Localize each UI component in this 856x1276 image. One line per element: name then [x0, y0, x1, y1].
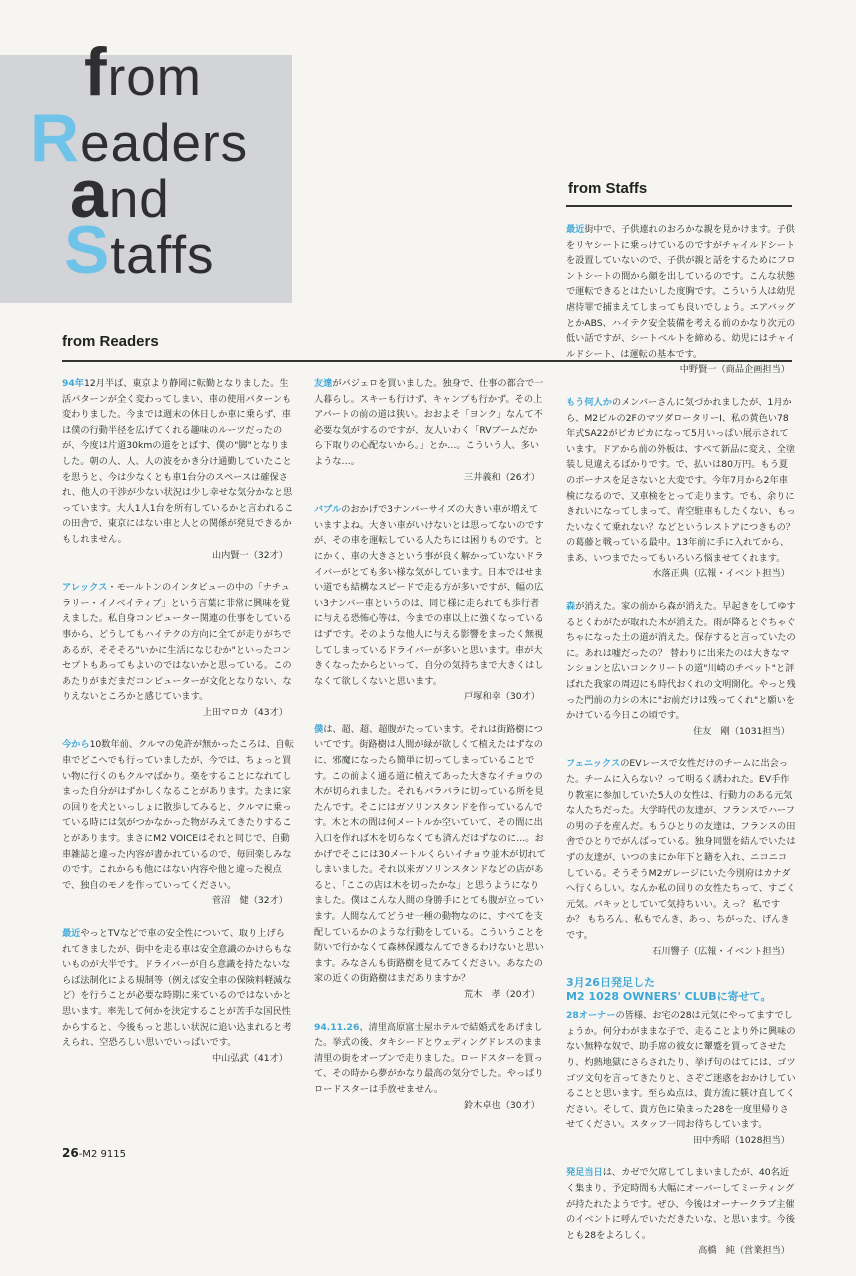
letter-item: 僕は、超、超、超腹がたっています。それは街路樹についてです。街路樹は人間が緑が欲しくて植えたはずなのに、邪魔になったら簡単に切ってしまっていることです。この前よく通る道に植えてあった大きなイチョウの木が切られました。それもバラバラに切っている所を見たんです。そこにはガソリンスタンドを作っているんです。木と木の間は何メートルか空いていて、その間に出入口を作れば木を切らなくても済んだはずなのに…。おかげでそこには30メートルくらいイチョウ並木が切れてしまいました。それ以来ガソリンスタンドなどの店があると、「ここの店は木を切ったかな」と思うようになりました。僕はこんな人間の身勝手にとても腹が立っています。人間なんてどうせ一種の動物なのに、すべてを支配しているかのような行動をしている。こういうことを防いで行かなくて森林保護なんてできるわけないと思います。みなさんも街路樹を見てみてください。あなたの家の近くの街路樹はまだありますか？ 荒木 孝（20才） [314, 723, 546, 1000]
letter-item: 友達がパジェロを買いました。独身で、仕事の都合で一人暮らし。スキーも行けず、キャンプも行かず。その上アパートの前の道は狭い。おおよそ「ヨンク」なんて不必要な気がするのですが、友人いわく「RVブームだから下取りの心配ないから。」とか…。こういう人、多いような…。 三井義和（26才） [314, 378, 544, 483]
owners-club-heading: 3月26日発足した M2 1028 OWNERS' CLUBに寄せて。 [566, 976, 772, 1004]
staff-item: 発足当日は、カゼで欠席してしまいましたが、40名近く集まり、予定時間も大幅にオーバーしてミーティングが持たれたようです。ぜひ、今後はオーナークラブ主催のイベントに呼んでいただきたいな、と思います。今後とも28をよろしく。 高橋 純（営業担当） [566, 1167, 795, 1257]
header-line-readers: Readers [30, 100, 249, 176]
readers-column-2 [314, 376, 546, 1130]
staff-item: もう何人かのメンバーさんに気づかれましたが、1月から、M2ビルの2FのマツダロータリーI、私の黄色い78年式SA22がピカピカになって5月いっぱい展示されています。ドアから前の外板は、すべて新品に変え、全塗装し見違えるばかりです。で、払いは80万円。もう夏のボーナスを足さないと大変です。今年7月から2年車検になるので、又車検をとって走ります。でも、余りにきれいになってしまって、青空駐車もしたくない、もったいなくて乗れない？などというレストアにつきもの？の葛藤と戦っている最中。13年前に手に入れてから、まあ、いつまでたってもいろいろ悩ませてくれます。 水落正典（広報・イベント担当） [566, 396, 796, 580]
staff-item: 28オーナーの皆様、お宅の28は元気にやってますでしょうか。何分わがままな子で、走ることより外に興味のない無粋な奴で、助手席の彼女に顰蹙を買ってさせたり、灼熱地獄にさらされたり、挙げ句のはてには、ゴツゴツ文句を言ってきたりと、さぞご迷惑をおかけしていることと思います。至らぬ点は、貴方流に躾け直してください。そして、貴方色に染まった28を一度里帰りさせてください。スタッフ一同お待ちしています。 田中秀昭（1028担当） [566, 1010, 796, 1146]
header-line-and: and [70, 156, 170, 232]
header-line-staffs: Staffs [64, 212, 215, 288]
letter-item: 今から10数年前、クルマの免許が無かったころは、自転車でどこへでも行っていましたが、今では、ちょっと買い物に行くのもクルマばかり。楽をすることになれてしまった自分がはずかしくなることがあります。たまに家の回りを犬といっしょに散歩してみると、クルマに乗っている時には気がつかなかった物がみえてきたりすることがあります。まさにM2 VOICEはそれと同じで、自動車雑誌と違った内容が書かれているので、毎回楽しみなのです。これからも他にはない内容や他と違った視点で、独自のモノを作っていってください。 菅沼 健（32才） [62, 739, 294, 907]
staff-item: 森が消えた。家の前から森が消えた。早起きをしてゆするとくわがたが取れた木が消えた。雨が降るとぐちゃぐちゃになった土の道が消えた。保存すると言っていたのに。あれは嘘だったの？ 替わりに出来たのは大きなマンションと広いコンクリートの道"川崎のチベット"と評ばれた我家の周辺にも時代おくれの文明開化。やっと残った門前の力シの木に"お前だけは残ってくれ"と願いをかけている今日この頃です。 住友 剛（1031担当） [566, 601, 796, 737]
header-line-from: from [84, 34, 202, 110]
staff-item: 最近街中で、子供連れのおろかな親を見かけます。子供をリヤシートに乗っけているのですがチャイルドシートを設置していないので、子供が親と話をするためにフロントシートの間から顔を出しているのです。こんな状態で運転できるとはたいした度胸です。こういう人は幼児虐待罪で捕まえてしまっても良いでしょう。エアバッグとかABS、ハイテク安全装備を考える前のかなり次元の低い話ですが、シートベルトを締める、幼児にはチャイルドシート、は運転の基本です。 中野賢一（商品企画担当） [566, 224, 796, 376]
staffs-column [566, 222, 796, 1276]
letter-item: 最近やっとTVなどで車の安全性について、取り上げられてきましたが、街中を走る車は安全意識のかけらもないものが大半です。ドライバーが自ら意識を持たないならば法制化による規制等（例えば安全車の保険料軽減など）を行うことが必要な時期に来ているのではないかと思います。率先して何かを決定することが苦手な国民性からすると、今後もっと悲しい状況に追い込まれると考えられ、空恐ろしい思いでいっぱいです。 中山弘武（41才） [62, 928, 292, 1064]
staffs-title: from Staffs [568, 180, 648, 197]
page-folio: 26-M2 9115 [62, 1146, 126, 1160]
readers-column-1 [62, 376, 294, 1083]
letter-item: アレックス・モールトンのインタビューの中の「ナチュラリー・イノベイティブ」という言葉に非常に興味を覚えました。私自身コンピューター関連の仕事をしている事から、どうしてもハイテクの方向に全てが走りがちであるが、そそそろ"いかに生活になじむか"といったコンセプトもあってもよいのではないかと思っている。このあたりがまだまだコンピューターが文化となりない、なりえないところかと感じています。 上田マロカ（43才） [62, 582, 292, 718]
readers-title: from Readers [62, 333, 159, 350]
letter-item: 94年12月半ば、東京より静岡に転勤となりました。生活パターンが全く変わってしまい、車の使用パターンも変わりました。今までは週末の休日しか車に乗らず、車は僕の行動半径を広げてくれる趣味のルーツだったのが、今度は片道30kmの道をとばす、僕の"脚"となりました。朝の人、人、人の波をかき分け通勤していたことを思うと、今は少なくとも車1台分のスペースは確保され、他人の干渉が少ない状況は少し幸せな気分かなと思っています。大人1人1台を所有しているかと言われるこの田舎で、東京にはない車と人との関係が発見できるかもしれません。 山内賢一（32才） [62, 378, 294, 561]
staffs-rule [566, 205, 792, 207]
staff-item: フェニックスのEVレースで女性だけのチームに出会った。チームに入らない？って明るく誘われた。EV手作り教室に参加していた5人の女性は、行動力のある元気な人たちだった。大学時代の友達が、フランスでハーフの男の子を産んだ。もうひとりの友達は、フランスの田舎でひとりでがんばっている。独身同盟を結んでいたはずの友達が、いつのまにか年下と籍を入れ、ニコニコしている。そうそうM2ガレージにいた今別府はカナダへ行くらしい。なんか私の回りの女性たちって、すごく元気。パキッとしていて気持ちいい。えっ？ 私ですか？ もちろん、私もでんき、あっ、ちがった、げんきです。 石川響子（広報・イベント担当） [566, 758, 796, 957]
letter-item: バブルのおかげで3ナンバーサイズの大きい車が増えていますよね。大きい車がいけないとは思ってないのですが、その車を運転している人たちには困りものです。とにかく、車の大きさという事が良く解かっていないドライバーがとても多い様な気がしています。日本ではせまい道でも結構なスピードで走る方が多いですが、幅の広い3ナンバー車というのは、同じ様に走られても歩行者に与える恐怖心等は、今までの車以上に強くなっているはずです。そのような他人に与える影響をまったく無視してしまっているドライバーが多いと思います。車が大きくなったからといって、自分の気持ちまで大きくはしなくて欲しくないと思います。 戸塚和幸（30才） [314, 504, 544, 703]
letter-item: 94.11.26、清里高原富士屋ホテルで結婚式をあげました。挙式の後、タキシードとウェディングドレスのまま清里の街をオープンで走りました。ロードスターを買って、その時から夢がかなり最高の気分でした。やっぱりロードスターは手放せません。 鈴木卓也（30才） [314, 1021, 544, 1111]
